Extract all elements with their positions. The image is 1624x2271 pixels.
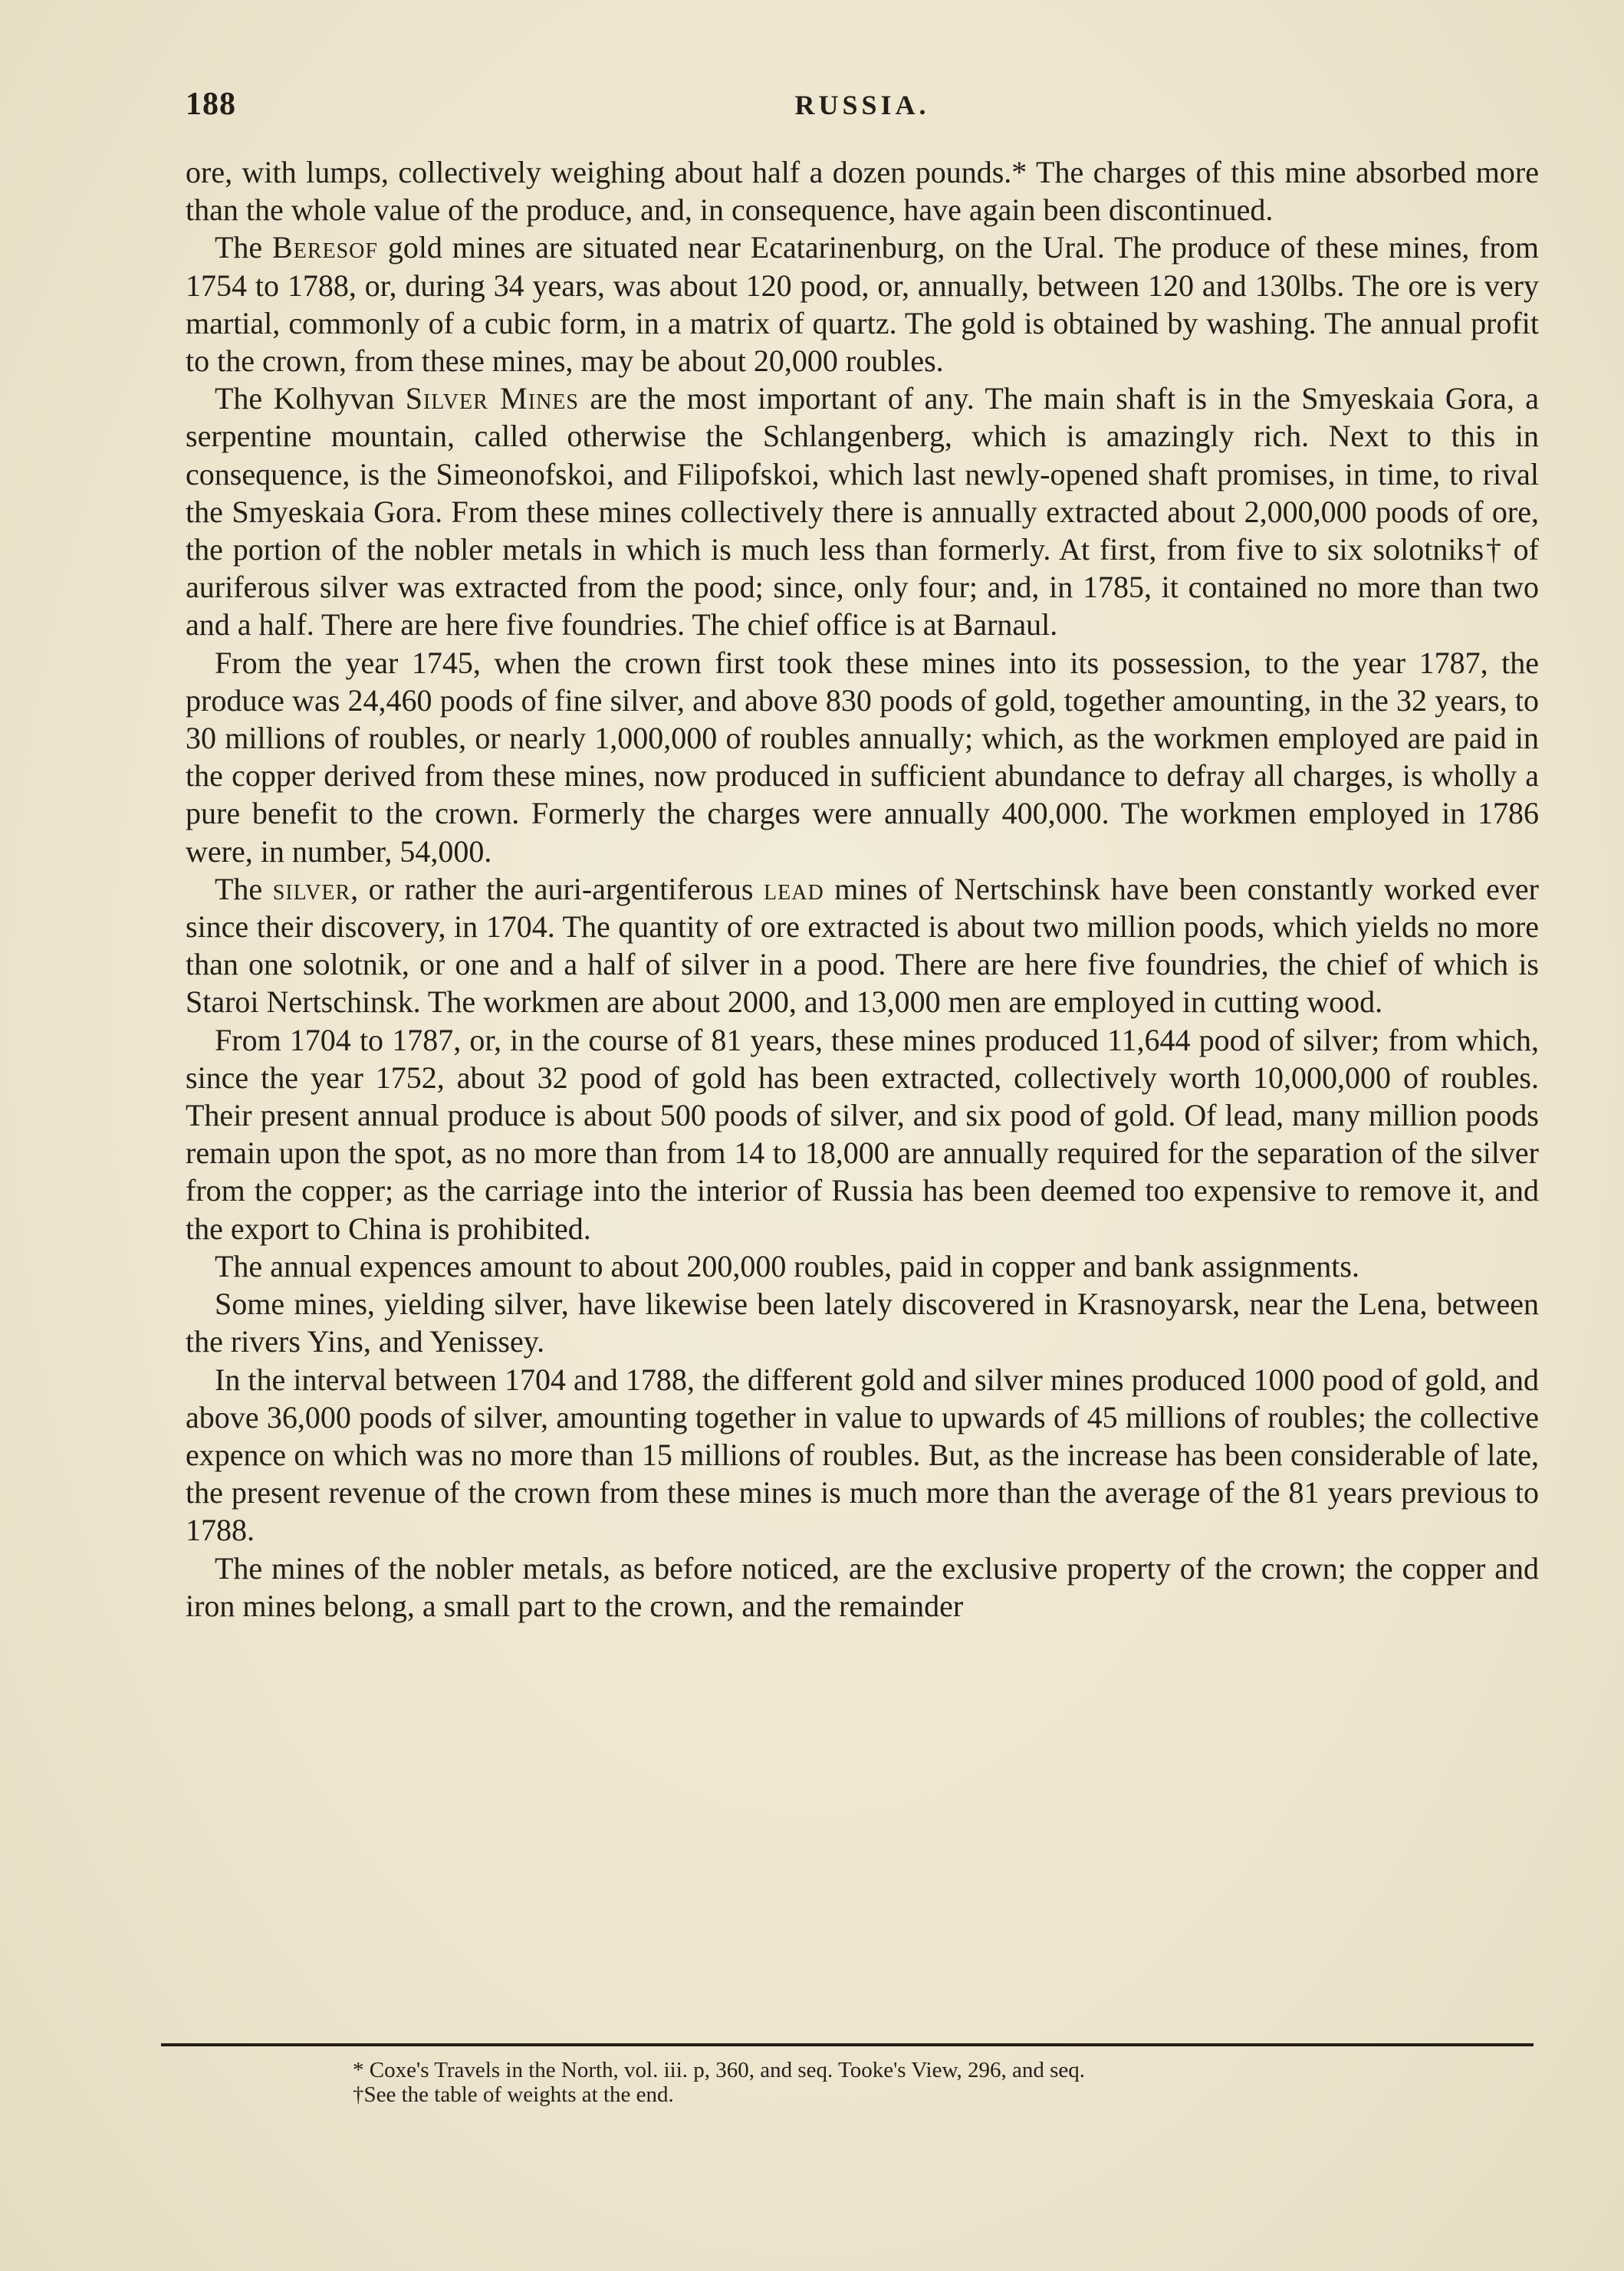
footnote-divider: [161, 2043, 1534, 2046]
paragraph-8: Some mines, yielding silver, have likewise been lately discovered in Krasnoyarsk, near the Lena, between the rivers Yins, and Yenissey.: [186, 1287, 1539, 1359]
paragraph-3: The Kolhyvan Silver Mines are the most important of any. The main shaft is in the Smyeskaia Gora, a serpentine mountain, called otherwise the Schlangenberg, which is amazingly rich. Next to this in consequence, is the Simeonofskoi, and Filipofskoi, which last newly-opened shaft promises, in time, to rival the Smyeskaia Gora. From these mines collectively there is annually extracted about 2,000,000 poods of ore, the portion of the nobler metals in which is much less than formerly. At first, from five to six solotniks† of auriferous silver was extracted from the pood; since, only four; and, in 1785, it contained no more than two and a half. There are here five foundries. The chief office is at Barnaul.: [186, 381, 1540, 643]
paragraph-9: In the interval between 1704 and 1788, the different gold and silver mines produced 1000 pood of gold, and above 36,000 poods of silver, amounting together in value to upwards of 45 millions of roubles; the collective expence on which was no more than 15 millions of roubles. But, as the increase has been considerable of late, the present revenue of the crown from these mines is much more than the average of the 81 years previous to 1788.: [186, 1362, 1539, 1548]
paragraph-text: ore, with lumps, collectively weighing about half a dozen pounds.* The charges of this mine absorbed more than the whole value of the produce, and, in consequence, have again been discontinued.: [186, 155, 1539, 228]
small-caps-term: lead: [764, 871, 824, 906]
paragraph-1: [186, 153, 1539, 228]
paragraph-4: From the year 1745, when the crown first took these mines into its possession, to the year 1787, the produce was 24,460 poods of fine silver, and above 830 poods of gold, together amounting, in the 32 years, to 30 millions of roubles, or nearly 1,000,000 of roubles annually; which, as the workmen employed are paid in the copper derived from these mines, now produced in sufficient abundance to defray all charges, is wholly a pure benefit to the crown. Formerly the charges were annually 400,000. The workmen employed in 1786 were, in number, 54,000.: [186, 645, 1539, 869]
footnotes: [353, 2058, 1518, 2107]
paragraph-7: The annual expences amount to about 200,000 roubles, paid in copper and bank assignments.: [215, 1248, 1359, 1283]
paragraph-6: From 1704 to 1787, or, in the course of 81 years, these mines produced 11,644 pood of silver; from which, since the year 1752, about 32 pood of gold has been extracted, collectively worth 10,000,000 of roubles. Their present annual produce is about 500 poods of silver, and six pood of gold. Of lead, many million poods remain upon the spot, as no more than from 14 to 18,000 are annually required for the separation of the silver from the copper; as the carriage into the interior of Russia has been deemed too expensive to remove it, and the export to China is prohibited.: [186, 1022, 1539, 1246]
small-caps-term: Beresof: [272, 230, 378, 265]
paragraph-2: The Beresof gold mines are situated near Ecatarinenburg, on the Ural. The produce of these mines, from 1754 to 1788, or, during 34 years, was about 120 pood, or, annually, between 120 and 130lbs. The ore is very martial, commonly of a cubic form, in a matrix of quartz. The gold is obtained by washing. The annual profit to the crown, from these mines, may be about 20,000 roubles.: [186, 230, 1539, 379]
paragraph-5: The silver, or rather the auri-argentiferous lead mines of Nertschinsk have been constantly worked ever since their discovery, in 1704. The quantity of ore extracted is about two million poods, which yields no more than one solotnik, or one and a half of silver in a pood. There are here five foundries, the chief of which is Staroi Nertschinsk. The workmen are about 2000, and 13,000 men are employed in cutting wood.: [186, 871, 1540, 1020]
page-header: [186, 86, 1539, 132]
small-caps-term: silver: [272, 871, 351, 906]
page-number: 188: [186, 87, 236, 122]
small-caps-term: Silver Mines: [405, 381, 579, 416]
footnote-1: * Coxe's Travels in the North, vol. iii. p, 360, and seq. Tooke's View, 296, and seq.: [353, 2058, 1086, 2082]
body-text: [186, 153, 1539, 1625]
paragraph-10: The mines of the nobler metals, as before noticed, are the exclusive property of the crown; the copper and iron mines belong, a small part to the crown, and the remainder: [186, 1550, 1539, 1623]
footnote-2: †See the table of weights at the end.: [353, 2082, 674, 2107]
running-head: RUSSIA.: [794, 90, 930, 120]
